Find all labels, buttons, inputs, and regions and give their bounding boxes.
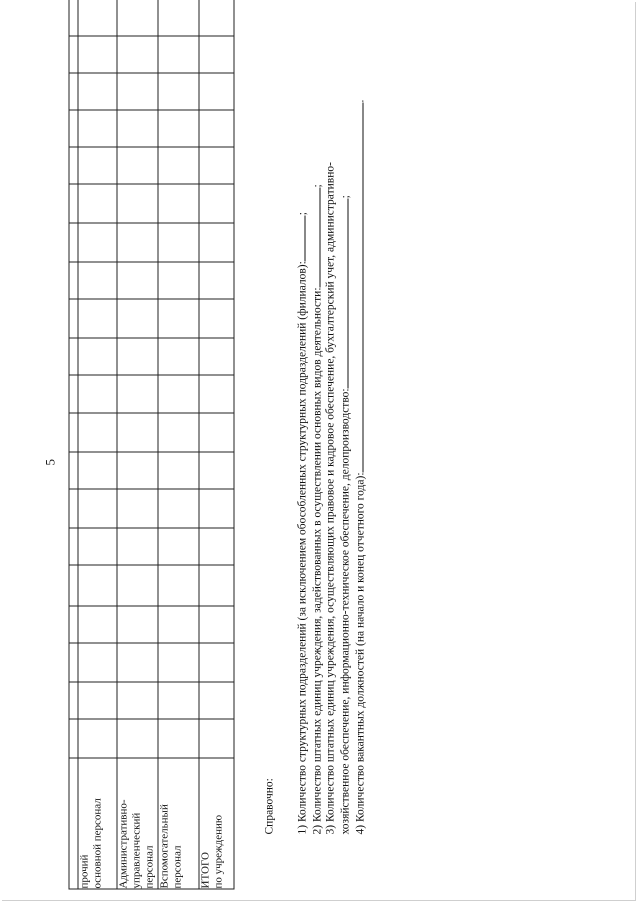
table-cell[interactable] — [158, 110, 199, 147]
table-cell[interactable] — [158, 413, 199, 452]
table-cell[interactable] — [117, 223, 158, 262]
table-cell — [69, 758, 78, 889]
table-cell[interactable] — [158, 223, 199, 262]
table-cell[interactable] — [199, 375, 234, 413]
table-cell[interactable] — [199, 565, 234, 606]
row-label-cell — [78, 758, 117, 889]
table-cell[interactable] — [199, 489, 234, 528]
table-cell[interactable] — [69, 184, 78, 223]
table-cell[interactable] — [69, 375, 78, 413]
table-cell[interactable] — [69, 719, 78, 758]
table-cell[interactable] — [158, 338, 199, 375]
table-cell[interactable] — [158, 565, 199, 606]
table-cell[interactable] — [78, 223, 117, 262]
table-cell[interactable] — [69, 110, 78, 147]
page-number: 5 — [42, 459, 58, 466]
table-cell[interactable] — [117, 489, 158, 528]
table-row — [117, 0, 158, 889]
reference-item-text: 4) Количество вакантных должностей (на начало и конец отчетного года): — [354, 472, 367, 835]
table-cell[interactable] — [117, 73, 158, 110]
table-cell[interactable] — [117, 147, 158, 184]
table-cell[interactable] — [117, 643, 158, 682]
table-cell[interactable] — [199, 110, 234, 147]
table-cell[interactable] — [199, 223, 234, 262]
table-cell[interactable] — [158, 682, 199, 719]
table-cell[interactable] — [117, 184, 158, 223]
table-cell[interactable] — [199, 606, 234, 643]
table-cell[interactable] — [78, 719, 117, 758]
table-cell[interactable] — [69, 262, 78, 299]
table-cell[interactable] — [117, 452, 158, 489]
table-cell[interactable] — [78, 110, 117, 147]
table-cell[interactable] — [158, 606, 199, 643]
table-cell[interactable] — [69, 73, 78, 110]
table-cell[interactable] — [78, 36, 117, 73]
row-label: прочий основной персонал — [78, 798, 104, 889]
table-cell[interactable] — [199, 719, 234, 758]
table-cell[interactable] — [199, 262, 234, 299]
reference-item-4: 4) Количество вакантных должностей (на начало и конец отчетного года):. — [354, 99, 367, 835]
table-cell[interactable] — [199, 528, 234, 565]
table-cell[interactable] — [199, 643, 234, 682]
table-row — [199, 0, 234, 889]
table-top-strip — [69, 0, 78, 889]
table-cell[interactable] — [69, 223, 78, 262]
table-cell[interactable] — [78, 338, 117, 375]
table-cell[interactable] — [199, 184, 234, 223]
table-cell[interactable] — [199, 682, 234, 719]
table-cell[interactable] — [78, 452, 117, 489]
table-cell[interactable] — [78, 643, 117, 682]
blank-fill-line[interactable] — [295, 215, 306, 261]
table-cell[interactable] — [78, 73, 117, 110]
table-cell[interactable] — [199, 338, 234, 375]
table-cell[interactable] — [199, 0, 234, 36]
blank-fill-line[interactable] — [310, 187, 321, 287]
table-cell[interactable] — [78, 147, 117, 184]
table-cell[interactable] — [69, 682, 78, 719]
table-cell[interactable] — [117, 338, 158, 375]
table-cell[interactable] — [117, 528, 158, 565]
table-cell[interactable] — [117, 606, 158, 643]
table-cell[interactable] — [78, 375, 117, 413]
table-cell[interactable] — [117, 36, 158, 73]
table-cell[interactable] — [158, 528, 199, 565]
table-cell[interactable] — [199, 299, 234, 338]
reference-item-text: 1) Количество структурных подразделений (за исключением обособленных структурных подразделений (филиалов): — [296, 261, 309, 835]
table-cell[interactable] — [69, 0, 78, 36]
table-cell[interactable] — [199, 147, 234, 184]
table-cell[interactable] — [158, 262, 199, 299]
reference-title: Справочно: — [263, 778, 276, 835]
table-cell[interactable] — [117, 413, 158, 452]
table-cell[interactable] — [117, 719, 158, 758]
row-label-cell — [158, 758, 199, 889]
table-cell[interactable] — [78, 262, 117, 299]
table-cell[interactable] — [78, 489, 117, 528]
rotated-page-content — [1, 0, 640, 905]
reference-item-3-continued: хозяйственное обеспечение, информационно-техническое обеспечение, делопроизводство:; — [339, 195, 352, 835]
table-cell[interactable] — [158, 719, 199, 758]
row-label: Административно- управленческий персонал — [117, 799, 156, 889]
table-cell[interactable] — [117, 262, 158, 299]
table-cell[interactable] — [69, 147, 78, 184]
table-cell[interactable] — [78, 0, 117, 36]
table-cell[interactable] — [69, 528, 78, 565]
table-cell[interactable] — [69, 606, 78, 643]
table-cell[interactable] — [117, 299, 158, 338]
reference-item-1: 1) Количество структурных подразделений (за исключением обособленных структурных подразделений (филиалов):; — [296, 212, 309, 835]
table-cell[interactable] — [199, 452, 234, 489]
table-cell[interactable] — [78, 413, 117, 452]
table-cell[interactable] — [78, 528, 117, 565]
table-cell[interactable] — [158, 643, 199, 682]
table-cell[interactable] — [117, 682, 158, 719]
table-cell[interactable] — [158, 184, 199, 223]
table-cell[interactable] — [199, 413, 234, 452]
blank-fill-line[interactable] — [338, 198, 349, 388]
table-cell[interactable] — [158, 0, 199, 36]
table-cell[interactable] — [78, 184, 117, 223]
table-cell[interactable] — [158, 73, 199, 110]
reference-item-text: хозяйственное обеспечение, информационно-техническое обеспечение, делопроизводство: — [339, 388, 352, 835]
table-cell[interactable] — [69, 643, 78, 682]
table-cell[interactable] — [117, 0, 158, 36]
table-cell[interactable] — [158, 147, 199, 184]
table-row — [78, 0, 117, 889]
row-label-cell — [117, 758, 158, 889]
table-cell[interactable] — [199, 73, 234, 110]
row-label: Вспомогательный персонал — [158, 804, 184, 889]
reference-section — [264, 45, 368, 835]
table-cell[interactable] — [158, 452, 199, 489]
table-cell[interactable] — [117, 375, 158, 413]
row-label-cell — [199, 758, 234, 889]
table-cell[interactable] — [158, 489, 199, 528]
staff-table — [69, 0, 235, 890]
table-cell[interactable] — [69, 452, 78, 489]
table-cell[interactable] — [78, 606, 117, 643]
table-cell[interactable] — [117, 565, 158, 606]
table-cell[interactable] — [78, 682, 117, 719]
reference-item-text: 2) Количество штатных единиц учреждения, задействованных в осуществлении основных видов деятельности: — [311, 287, 324, 835]
table-cell[interactable] — [78, 299, 117, 338]
table-cell[interactable] — [117, 110, 158, 147]
table-cell[interactable] — [199, 36, 234, 73]
row-label: ИТОГО по учреждению — [199, 814, 225, 889]
table-cell[interactable] — [69, 36, 78, 73]
table-cell[interactable] — [78, 565, 117, 606]
reference-item-3 — [325, 45, 338, 835]
table-row — [158, 0, 199, 889]
table-cell[interactable] — [69, 489, 78, 528]
table-cell[interactable] — [69, 565, 78, 606]
table-cell[interactable] — [69, 299, 78, 338]
table-cell[interactable] — [158, 375, 199, 413]
table-cell[interactable] — [158, 299, 199, 338]
table-cell[interactable] — [69, 413, 78, 452]
table-cell[interactable] — [69, 338, 78, 375]
table-cell[interactable] — [158, 36, 199, 73]
reference-item-text: 3) Количество штатных единиц учреждения, осуществляющих правовое и кадровое обеспечение, бухгалтерский учет, административно- — [324, 162, 337, 835]
reference-item-2: 2) Количество штатных единиц учреждения, задействованных в осуществлении основных видов деятельности:; — [311, 184, 324, 835]
blank-fill-line[interactable] — [353, 102, 364, 472]
